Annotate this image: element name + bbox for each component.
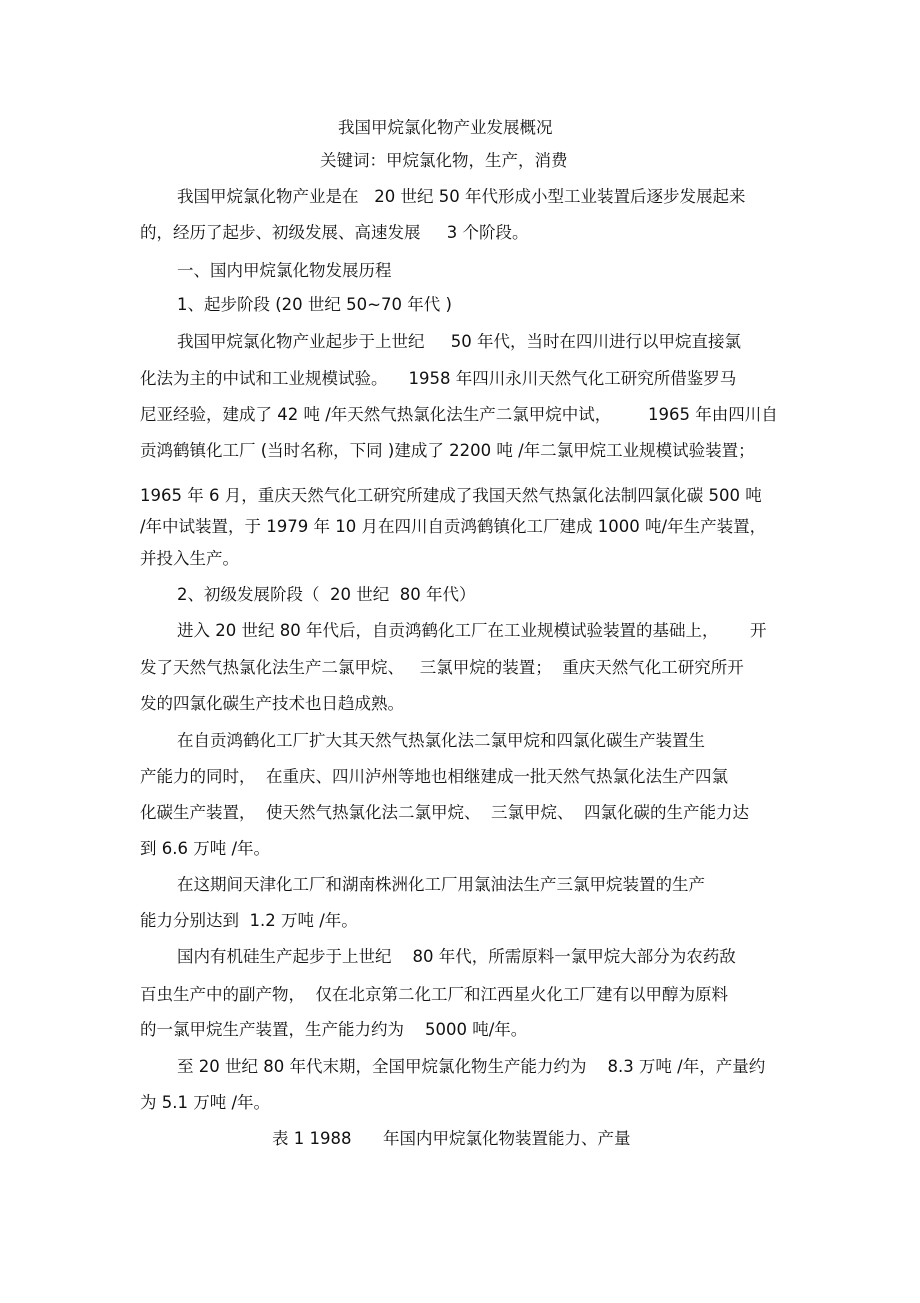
paragraph-line: 进入 20 世纪 80 年代后，自贡鸿鹤化工厂在工业规模试验装置的基础上， 开 <box>177 621 767 640</box>
paragraph-line: 的，经历了起步、初级发展、高速发展 3 个阶段。 <box>140 223 529 242</box>
paragraph-line: 在这期间天津化工厂和湖南株洲化工厂用氯油法生产三氯甲烷装置的生产 <box>177 875 705 894</box>
paragraph-line: 并投入生产。 <box>140 549 239 568</box>
paragraph-line: 在自贡鸿鹤化工厂扩大其天然气热氯化法二氯甲烷和四氯化碳生产装置生 <box>177 731 705 750</box>
subsection-heading: 2、初级发展阶段（ 20 世纪 80 年代） <box>177 585 476 604</box>
table-caption: 表 1 1988 年国内甲烷氯化物装置能力、产量 <box>272 1129 631 1148</box>
paragraph-line: 的一氯甲烷生产装置，生产能力约为 5000 吨/年。 <box>140 1020 528 1039</box>
paragraph-line: 到 6.6 万吨 /年。 <box>140 839 271 858</box>
section-heading: 一、国内甲烷氯化物发展历程 <box>177 261 392 280</box>
paragraph-line: 1965 年 6 月，重庆天然气化工研究所建成了我国天然气热氯化法制四氯化碳 500 吨 <box>140 486 762 505</box>
paragraph-line: /年中试装置，于 1979 年 10 月在四川自贡鸿鹤镇化工厂建成 1000 吨/年生产装置， <box>140 517 767 536</box>
paragraph-line: 我国甲烷氯化物产业起步于上世纪 50 年代，当时在四川进行以甲烷直接氯 <box>177 332 741 351</box>
paragraph-line: 为 5.1 万吨 /年。 <box>140 1093 271 1112</box>
paragraph-line: 化法为主的中试和工业规模试验。 1958 年四川永川天然气化工研究所借鉴罗马 <box>140 369 737 388</box>
paragraph-line: 尼亚经验，建成了 42 吨 /年天然气热氯化法生产二氯甲烷中试， 1965 年由四川自 <box>140 405 778 424</box>
paragraph-line: 化碳生产装置， 使天然气热氯化法二氯甲烷、 三氯甲烷、 四氯化碳的生产能力达 <box>140 803 749 822</box>
paragraph-line: 我国甲烷氯化物产业是在 20 世纪 50 年代形成小型工业装置后逐步发展起来 <box>177 187 746 206</box>
paragraph-line: 产能力的同时， 在重庆、四川泸州等地也相继建成一批天然气热氯化法生产四氯 <box>140 767 728 786</box>
keywords-line: 关键词：甲烷氯化物，生产，消费 <box>320 151 568 170</box>
paragraph-line: 贡鸿鹤镇化工厂 (当时名称，下同 )建成了 2200 吨 /年二氯甲烷工业规模试验装置； <box>140 441 755 460</box>
document-title: 我国甲烷氯化物产业发展概况 <box>338 118 553 137</box>
paragraph-line: 国内有机硅生产起步于上世纪 80 年代，所需原料一氯甲烷大部分为农药敌 <box>177 947 736 966</box>
paragraph-line: 发的四氯化碳生产技术也日趋成熟。 <box>140 694 404 713</box>
paragraph-line: 能力分别达到 1.2 万吨 /年。 <box>140 911 358 930</box>
paragraph-line: 发了天然气热氯化法生产二氯甲烷、 三氯甲烷的装置； 重庆天然气化工研究所开 <box>140 658 744 677</box>
paragraph-line: 百虫生产中的副产物， 仅在北京第二化工厂和江西星火化工厂建有以甲醇为原料 <box>140 985 728 1004</box>
subsection-heading: 1、起步阶段 (20 世纪 50~70 年代 ) <box>177 295 452 314</box>
paragraph-line: 至 20 世纪 80 年代末期，全国甲烷氯化物生产能力约为 8.3 万吨 /年，产量约 <box>177 1057 766 1076</box>
